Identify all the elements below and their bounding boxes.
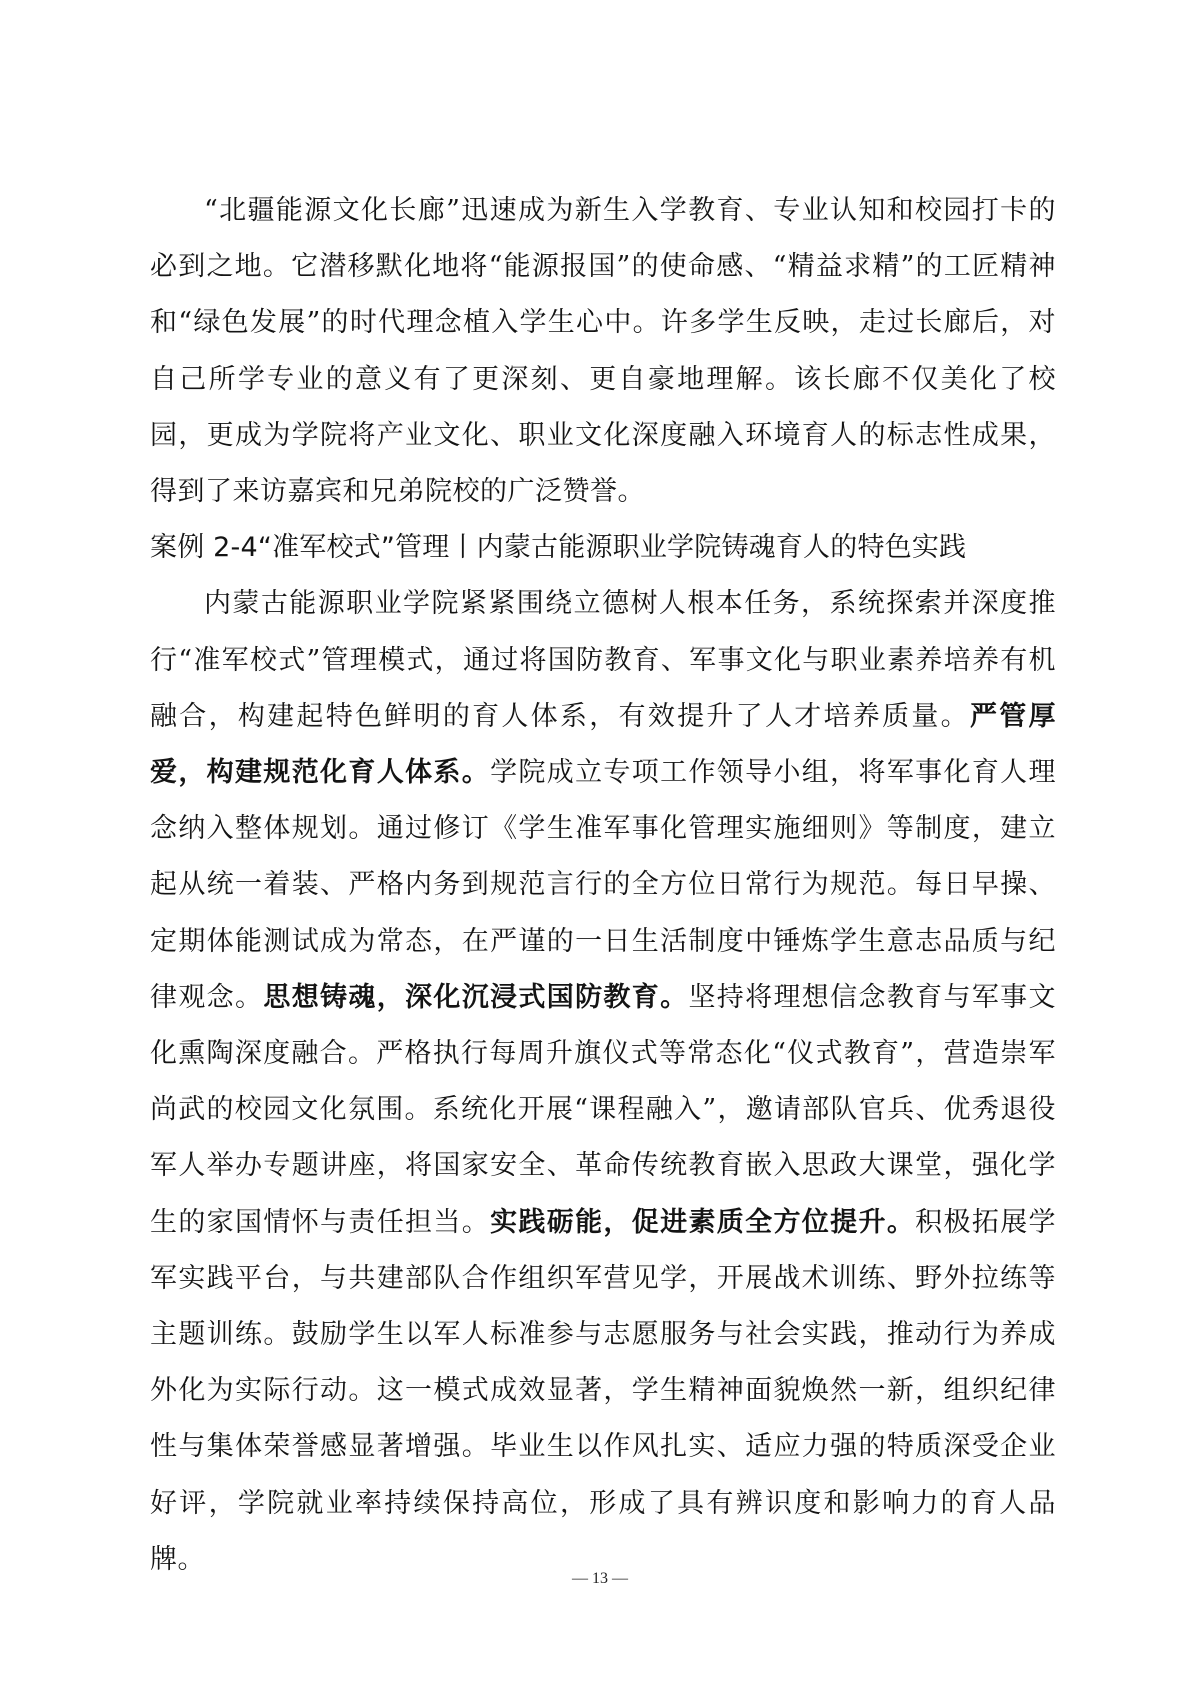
- document-body: [150, 183, 1056, 1588]
- paragraph-text: 积极拓展学军实践平台，与共建部队合作组织军营见学，开展战术训练、野外拉练等主题训练。鼓励学生以军人标准参与志愿服务与社会实践，推动行为养成外化为实际行动。这一模式成效显著，学生精神面貌焕然一新，组织纪律性与集体荣誉感显著增强。毕业生以作风扎实、适应力强的特质深受企业好评，学院就业率持续保持高位，形成了具有辨识度和影响力的育人品牌。: [150, 1206, 1057, 1575]
- bold-subheading: 严管厚爱，构建规范化育人体系。: [150, 700, 1057, 789]
- page-number: — 13 —: [572, 1570, 628, 1587]
- bold-subheading: 实践砺能，促进素质全方位提升。: [490, 1206, 916, 1238]
- paragraph-text: 内蒙古能源职业学院紧紧围绕立德树人根本任务，系统探索并深度推行“准军校式”管理模式，通过将国防教育、军事文化与职业素养培养有机融合，构建起特色鲜明的育人体系，有效提升了人才培养质量。: [150, 588, 1056, 732]
- paragraph-military-management: [150, 576, 1056, 1588]
- paragraph-text: 坚持将理想信念教育与军事文化熏陶深度融合。严格执行每周升旗仪式等常态化“仪式教育”，营造崇军尚武的校园文化氛围。系统化开展“课程融入”，邀请部队官兵、优秀退役军人举办专题讲座，将国家安全、革命传统教育嵌入思政大课堂，强化学生的家国情怀与责任担当。: [150, 981, 1057, 1238]
- case-heading: 案例 2-4“准军校式”管理丨内蒙古能源职业学院铸魂育人的特色实践: [150, 532, 967, 564]
- bold-subheading: 思想铸魂，深化沉浸式国防教育。: [263, 981, 689, 1013]
- paragraph-text: 学院成立专项工作领导小组，将军事化育人理念纳入整体规划。通过修订《学生准军事化管理实施细则》等制度，建立起从统一着装、严格内务到规范言行的全方位日常行为规范。每日早操、定期体能测试成为常态，在严谨的一日生活制度中锤炼学生意志品质与纪律观念。: [150, 757, 1057, 1013]
- paragraph-corridor-impact: “北疆能源文化长廊”迅速成为新生入学教育、专业认知和校园打卡的必到之地。它潜移默化地将“能源报国”的使命感、“精益求精”的工匠精神和“绿色发展”的时代理念植入学生心中。许多学生反映，走过长廊后，对自己所学专业的意义有了更深刻、更自豪地理解。该长廊不仅美化了校园，更成为学院将产业文化、职业文化深度融入环境育人的标志性成果，得到了来访嘉宾和兄弟院校的广泛赞誉。: [150, 195, 1056, 508]
